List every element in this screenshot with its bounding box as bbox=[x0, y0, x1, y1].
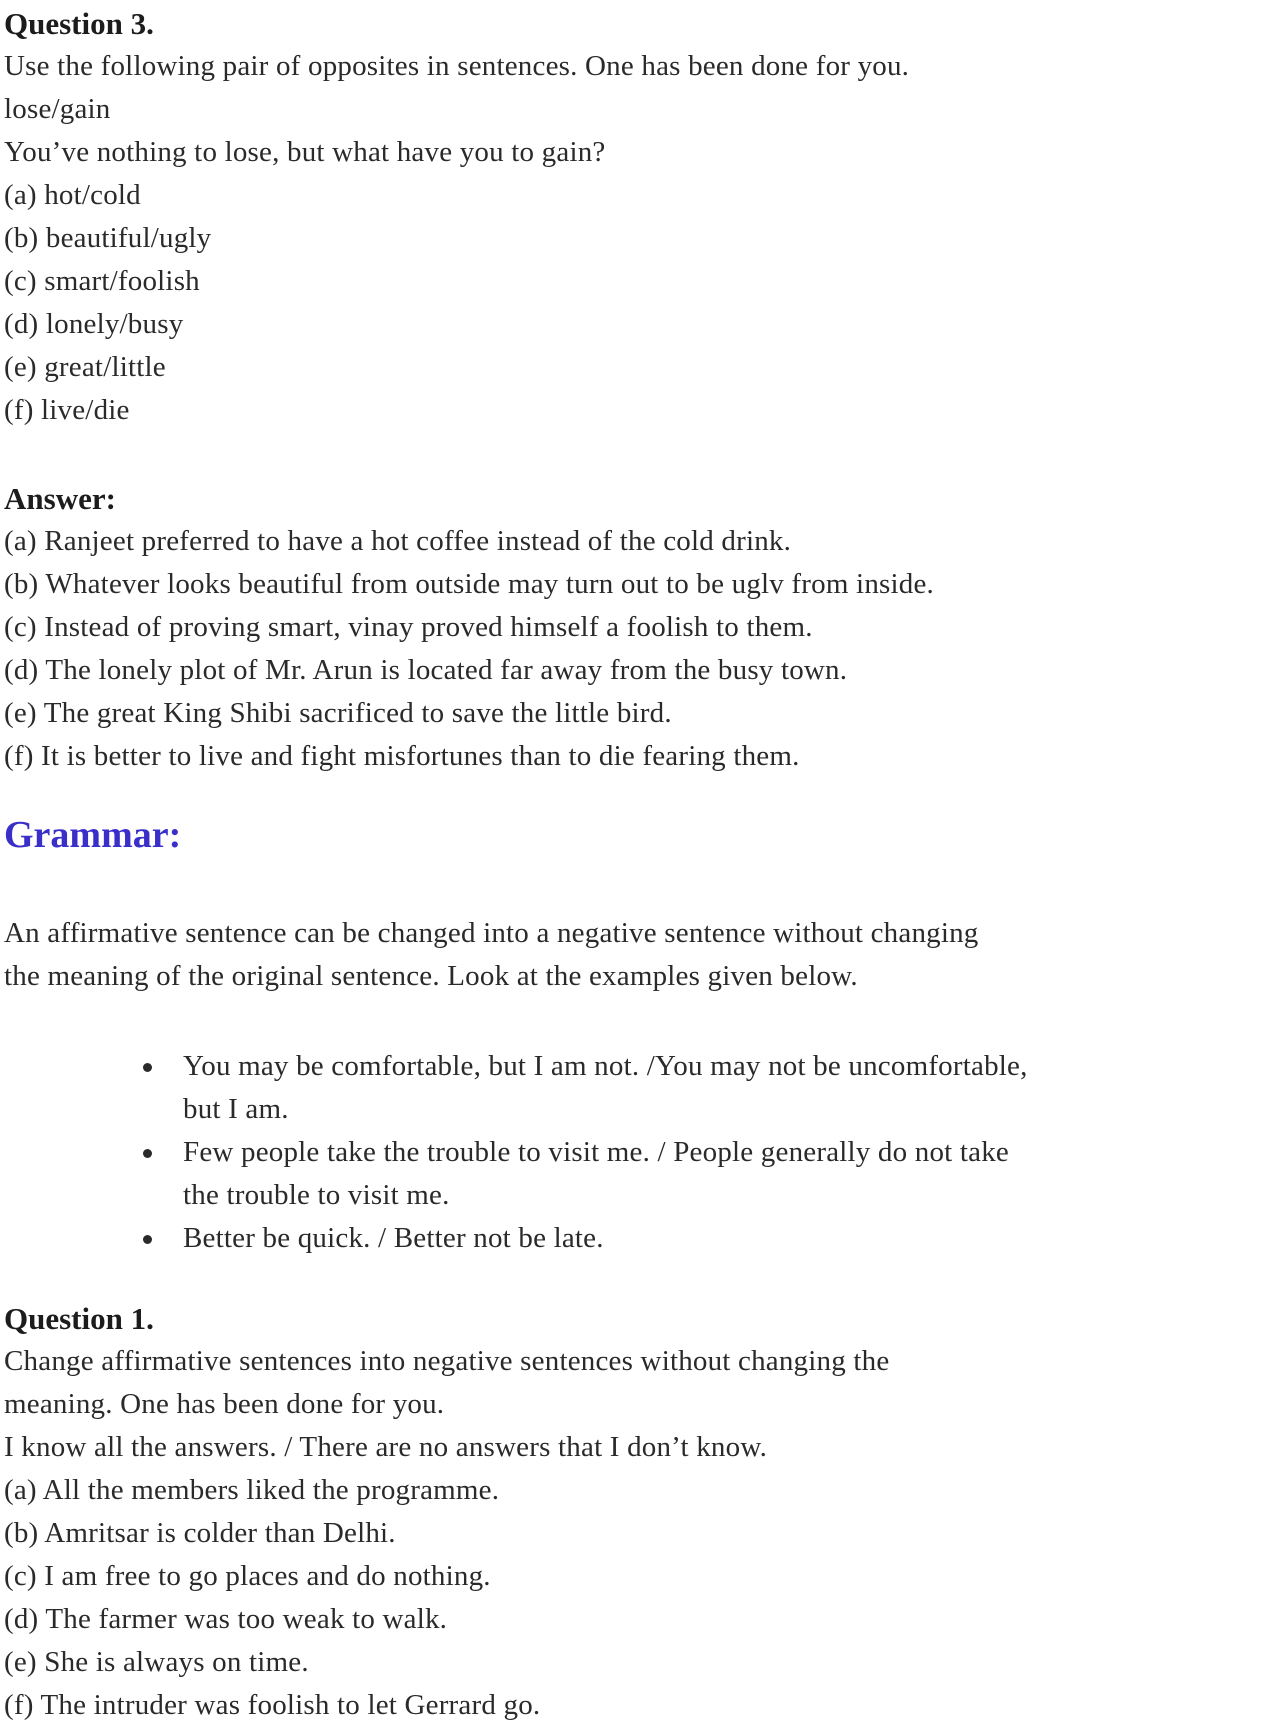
answer-line-d: (d) The lonely plot of Mr. Arun is located far away from the busy town. bbox=[4, 654, 848, 686]
question1-example: I know all the answers. / There are no answers that I don’t know. bbox=[4, 1431, 768, 1463]
grammar-paragraph-line: An affirmative sentence can be changed into a negative sentence without changing bbox=[4, 917, 979, 949]
answer-line-c: (c) Instead of proving smart, vinay proved himself a foolish to them. bbox=[4, 611, 813, 643]
bullet-line: but I am. bbox=[183, 1093, 289, 1125]
bullet-item bbox=[183, 1217, 1287, 1260]
question3-intro: Use the following pair of opposites in sentences. One has been done for you. bbox=[4, 50, 910, 82]
answer-heading: Answer: bbox=[4, 481, 116, 516]
question3-item-c: (c) smart/foolish bbox=[4, 265, 200, 297]
question1-intro-line: meaning. One has been done for you. bbox=[4, 1388, 445, 1420]
question3-heading: Question 3. bbox=[4, 6, 154, 41]
grammar-paragraph bbox=[4, 912, 1287, 998]
bullet-line: Few people take the trouble to visit me. / People generally do not take bbox=[183, 1136, 1009, 1168]
answer-line-b: (b) Whatever looks beautiful from outside may turn out to be uglv from inside. bbox=[4, 568, 934, 600]
question3-item-d: (d) lonely/busy bbox=[4, 308, 184, 340]
bullet-item bbox=[183, 1045, 1287, 1131]
question1-item-c: (c) I am free to go places and do nothing. bbox=[4, 1560, 491, 1592]
bullet-line: the trouble to visit me. bbox=[183, 1179, 450, 1211]
grammar-paragraph-line: the meaning of the original sentence. Look at the examples given below. bbox=[4, 960, 858, 992]
bullet-item bbox=[183, 1131, 1287, 1217]
question3-example: You’ve nothing to lose, but what have you to gain? bbox=[4, 136, 606, 168]
question1-item-b: (b) Amritsar is colder than Delhi. bbox=[4, 1517, 396, 1549]
question3-item-e: (e) great/little bbox=[4, 351, 166, 383]
question1-item-e: (e) She is always on time. bbox=[4, 1646, 309, 1678]
question1-heading: Question 1. bbox=[4, 1301, 154, 1336]
bullet-line: You may be comfortable, but I am not. /You may not be uncomfortable, bbox=[183, 1050, 1028, 1082]
question1-item-f: (f) The intruder was foolish to let Gerrard go. bbox=[4, 1689, 541, 1721]
grammar-heading: Grammar: bbox=[4, 814, 182, 856]
question1-item-a: (a) All the members liked the programme. bbox=[4, 1474, 500, 1506]
bullet-line: Better be quick. / Better not be late. bbox=[183, 1222, 604, 1254]
question3-pair: lose/gain bbox=[4, 93, 111, 125]
question1-item-d: (d) The farmer was too weak to walk. bbox=[4, 1603, 448, 1635]
question1-intro-line: Change affirmative sentences into negative sentences without changing the bbox=[4, 1345, 890, 1377]
question3-item-b: (b) beautiful/ugly bbox=[4, 222, 212, 254]
answer-line-e: (e) The great King Shibi sacrificed to save the little bird. bbox=[4, 697, 672, 729]
answer-line-f: (f) It is better to live and fight misfortunes than to die fearing them. bbox=[4, 740, 800, 772]
answer-line-a: (a) Ranjeet preferred to have a hot coffee instead of the cold drink. bbox=[4, 525, 792, 557]
question3-item-f: (f) live/die bbox=[4, 394, 130, 426]
question3-item-a: (a) hot/cold bbox=[4, 179, 141, 211]
grammar-example-list bbox=[4, 1045, 1287, 1260]
